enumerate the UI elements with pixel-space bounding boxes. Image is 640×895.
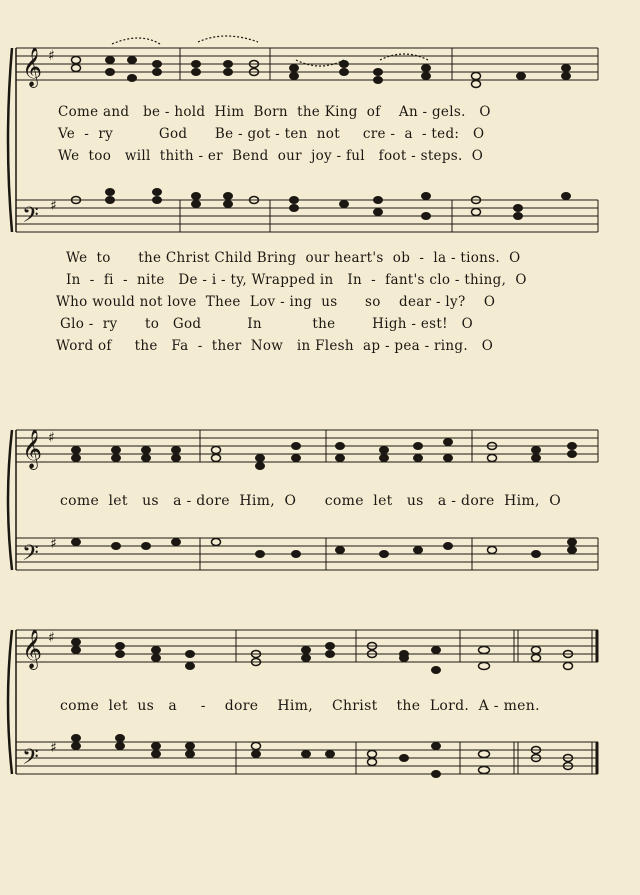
- verse-line-6: Who would not love Thee Lov - ing us so dear - ly? O: [56, 294, 496, 310]
- treble-staff-1: [16, 48, 598, 80]
- treble-clef-icon: 𝄞: [22, 429, 43, 469]
- sharp-icon: ♯: [48, 430, 55, 446]
- sharp-icon: ♯: [50, 740, 57, 756]
- verse-line-2: Ve - ry God Be - got - ten not cre - a - ted: O: [58, 126, 485, 142]
- system-2-music: [0, 418, 640, 608]
- verse-line-8: Word of the Fa - ther Now in Flesh ap - pea - ring. O: [56, 338, 494, 354]
- verse-line-7: Glo - ry to God In the High - est! O: [60, 316, 473, 332]
- bass-staff-3: [16, 742, 598, 774]
- treble-clef-icon: 𝄞: [22, 47, 43, 87]
- verse-line-1: Come and be - hold Him Born the King of An - gels. O: [58, 104, 491, 120]
- verse-line-3: We too will thith - er Bend our joy - ful foot - steps. O: [58, 148, 484, 164]
- sharp-icon: ♯: [48, 48, 55, 64]
- refrain-line-2: come let us a - dore Him, Christ the Lord. A - men.: [60, 698, 540, 714]
- bass-staff-2: [16, 538, 598, 570]
- verse-line-5: In - fi - nite De - i - ty, Wrapped in In - fant's clo - thing, O: [66, 272, 527, 288]
- bass-staff-1: [16, 200, 598, 232]
- treble-clef-icon: 𝄞: [22, 629, 43, 669]
- bass-clef-icon: 𝄢: [22, 745, 39, 775]
- refrain-line-1: come let us a - dore Him, O come let us a - dore Him, O: [60, 493, 562, 509]
- treble-staff-2: [16, 430, 598, 462]
- verse-line-4: We to the Christ Child Bring our heart's ob - la - tions. O: [66, 250, 521, 266]
- system-3-music: [0, 620, 640, 810]
- sharp-icon: ♯: [48, 630, 55, 646]
- bass-clef-icon: 𝄢: [22, 203, 39, 233]
- sharp-icon: ♯: [50, 198, 57, 214]
- sharp-icon: ♯: [50, 536, 57, 552]
- bass-clef-icon: 𝄢: [22, 541, 39, 571]
